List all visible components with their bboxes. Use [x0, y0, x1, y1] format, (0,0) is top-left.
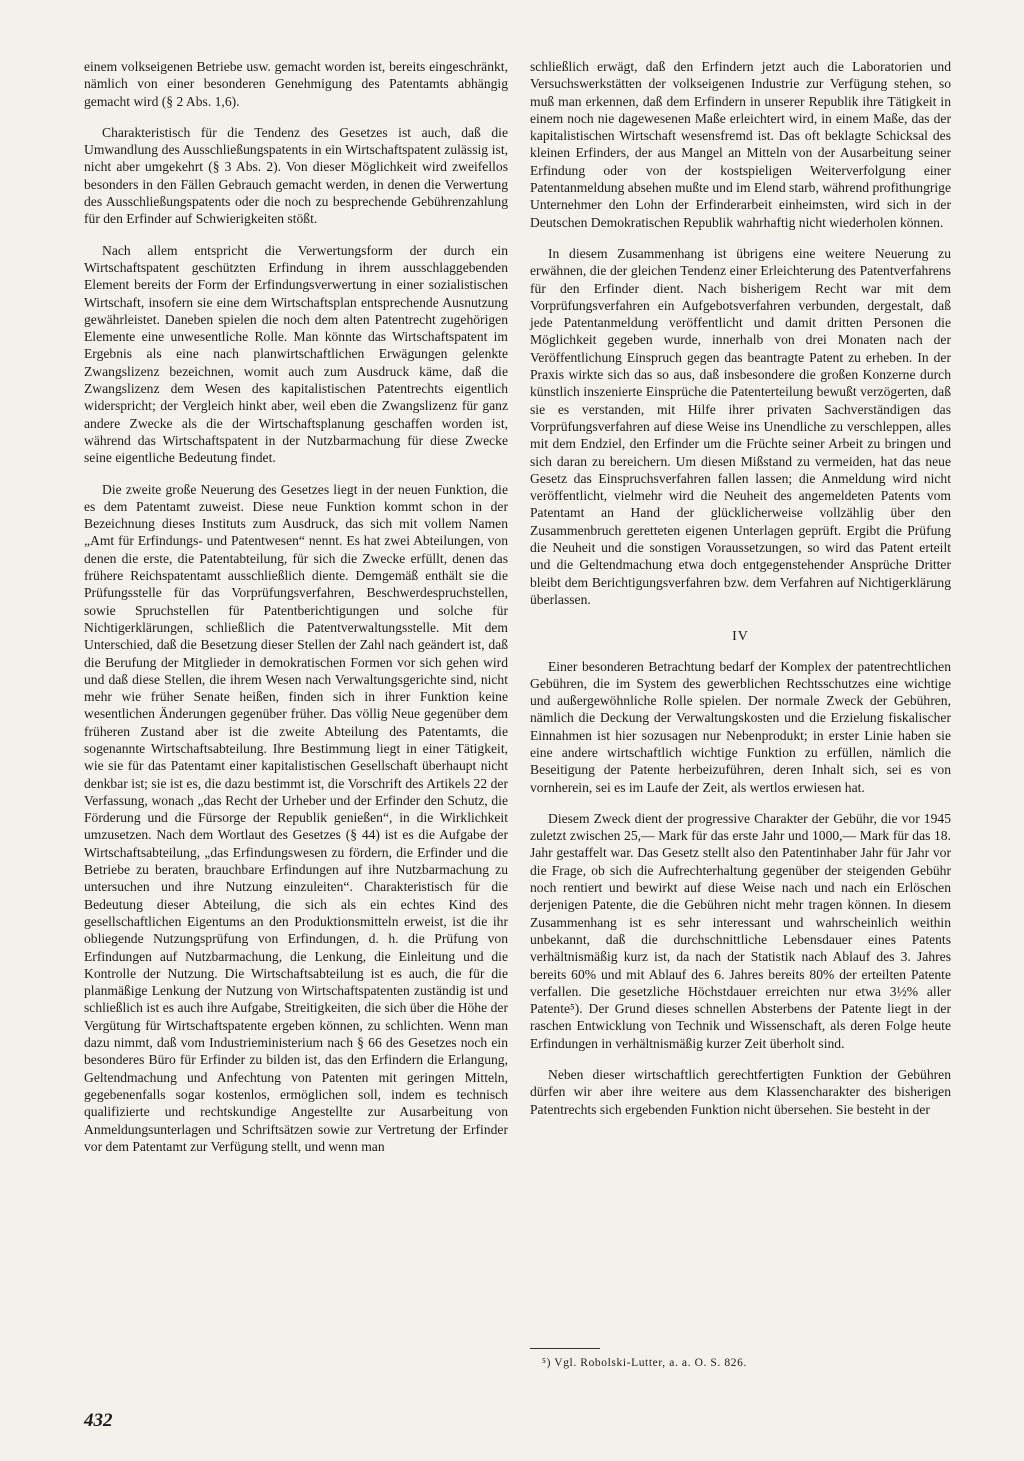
paragraph: schließlich erwägt, daß den Erfindern jetzt auch die Laboratorien und Versuchswerkstätten der volkseigenen Industrie zur Verfügung stehen, so muß man erkennen, daß dem Erfindern in unserer Republik ihre Tätigkeit in einem noch nie dagewesenen Maße erleichtert wird, in einem Maße, das der kapitalistischen Wirtschaft wesensfremd ist. Das oft beklagte Schicksal des kleinen Erfinders, der aus Mangel an Mitteln von der Ausarbeitung seiner Erfindung oder von der kostspieligen Weiterverfolgung einer Patentanmeldung absehen mußte und im Elend starb, während profithungrige Unternehmer den Lohn der Erfinderarbeit einheimsten, wird sich in der Deutschen Demokratischen Republik wahrhaftig nicht wiederholen können. — [530, 59, 951, 230]
paragraph: Die zweite große Neuerung des Gesetzes liegt in der neuen Funktion, die es dem Patentamt zuweist. Diese neue Funktion kommt schon in der Bezeichnung dieses Instituts zum Ausdruck, das sich mit vollem Namen „Amt für Erfindungs- und Patentwesen“ nennt. Es hat zwei Abteilungen, von denen die erste, die Patentabteilung, für sich die Zwecke erfüllt, denen das frühere Reichspatentamt ausschließlich diente. Demgemäß enthält sie die Prüfungsstelle für das Vorprüfungsverfahren, Beschwerdespruchstellen, sowie Spruchstellen für Patentberichtigungen und solche für Nichtigerklärungen, schließlich die Patentverwaltungsstelle. Mit dem Unterschied, daß die Besetzung dieser Stellen der Zahl nach geändert ist, daß die Berufung der Mitglieder in demokratischen Formen vor sich gehen wird und daß diese Stellen, die ihrem Wesen nach Verwaltungsgerichte sind, nicht mehr wie früher Senate heißen, finden sich in ihrer Funktion keine wesentlichen Änderungen gegenüber früher. Das völlig Neue gegenüber dem früheren Zustand aber ist die zweite Abteilung des Patentamts, die sogenannte Wirtschaftsabteilung. Ihre Bestimmung liegt in einer Tätigkeit, wie sie für das Patentamt einer kapitalistischen Gesellschaft überhaupt nicht denkbar ist; sie ist es, die dazu bestimmt ist, die Vorschrift des Artikels 22 der Verfassung, wonach „das Recht der Urheber und der Erfinder den Schutz, die Förderung und die Fürsorge der Republik genießen“, in die Wirklichkeit umzusetzen. Nach dem Wortlaut des Gesetzes (§ 44) ist es die Aufgabe der Wirtschaftsabteilung, „das Erfindungswesen zu fördern, die Erfinder und die Betriebe zu beraten, brauchbare Erfindungen auf ihre Nutzbarmachung zu untersuchen und ihre Nutzung einzuleiten“. Charakteristisch für die Bedeutung dieser Abteilung, die sich als ein echtes Kind des gesellschaftlichen Eigentums an den Produktionsmitteln erweist, ist die ihr obliegende Nutzungsprüfung von Erfindungen, d. h. die Prüfung von Erfindungen auf Nutzbarmachung, die Lenkung, die Einleitung und die Kontrolle der Nutzung. Die Wirtschaftsabteilung ist es auch, die für die planmäßige Lenkung der Nutzung von Wirtschaftspatenten zuständig ist und schließlich ist es auch ihre Aufgabe, Streitigkeiten, die sich über die Höhe der Vergütung für Wirtschaftspatente ergeben können, zu schlichten. Wenn man dazu nimmt, daß vom Industrieministerium nach § 66 des Gesetzes noch ein besonderes Büro für Erfinder zu bilden ist, das den Erfindern die Erlangung, Geltendmachung und Anfechtung von Patenten mit geringen Mitteln, gegebenenfalls sogar kostenlos, ermöglichen soll, indem es technisch qualifizierte und rechtskundige Angestellte zur Ausarbeitung von Anmeldungsunterlagen und Schriftsätzen sowie zur Vertretung der Erfinder vor dem Patentamt zur Verfügung stellt, und wenn man — [84, 481, 508, 1154]
paragraph: Neben dieser wirtschaftlich gerechtfertigten Funktion der Gebühren dürfen wir aber ihre weitere aus dem Klassencharakter des bisherigen Patentrechts sich ergebenden Funktion nicht übersehen. Sie besteht in der — [530, 1067, 951, 1117]
section-heading: IV — [732, 629, 749, 645]
paragraph: Charakteristisch für die Tendenz des Gesetzes ist auch, daß die Umwandlung des Ausschließungspatents in ein Wirtschaftspatent zulässig ist, nicht aber umgekehrt (§ 3 Abs. 2). Von dieser Möglichkeit wird zweifellos besonders in den Fällen Gebrauch gemacht werden, in denen die Verwertung des Ausschließungspatents oder die noch zu besprechende Gebührenzahlung für den Erfinder auf Schwierigkeiten stößt. — [84, 124, 508, 227]
page-number: 432 — [84, 1410, 113, 1431]
paragraph: einem volkseigenen Betriebe usw. gemacht worden ist, bereits eingeschränkt, nämlich von einer besonderen Genehmigung des Patentamts abhängig gemacht wird (§ 2 Abs. 1,6). — [84, 59, 508, 109]
paragraph: Diesem Zweck dient der progressive Charakter der Gebühr, die vor 1945 zuletzt zwischen 25,— Mark für das erste Jahr und 1000,— Mark für das 18. Jahr gestaffelt war. Das Gesetz stellt also den Patentinhaber Jahr für Jahr vor die Frage, ob sich die Aufrechterhaltung gegenüber der steigenden Gebühr noch rentiert und bewirkt auf diese Weise nach und nach ein Erlöschen derjenigen Patente, die die Gebühren nicht mehr tragen können. In diesem Zusammenhang ist es sehr interessant und wahrscheinlich weithin unbekannt, daß die durchschnittliche Lebensdauer eines Patents verhältnismäßig kurz ist, da nach der Statistik nach Ablauf des 3. Jahres bereits 60% und mit Ablauf des 6. Jahres bereits 80% der erteilten Patente verfallen. Die gesetzliche Höchstdauer erreichten nur etwa 3½% aller Patente⁵). Der Grund dieses schnellen Absterbens der Patente liegt in der raschen Entwicklung von Technik und Wissenschaft, als deren Folge heute Erfindungen in verhältnismäßig kurzer Zeit überholt sind. — [530, 810, 951, 1051]
paragraph: In diesem Zusammenhang ist übrigens eine weitere Neuerung zu erwähnen, die der gleichen Tendenz einer Erleichterung des Patentverfahrens für den Erfinder dient. Nach bisherigem Recht war mit dem Vorprüfungsverfahren ein Aufgebotsverfahren verbunden, dergestalt, daß jede Patentanmeldung veröffentlicht und damit dritten Personen die Möglichkeit gegeben wurde, innerhalb von drei Monaten nach der Veröffentlichung Einspruch gegen das beantragte Patent zu erheben. In der Praxis wirkte sich das so aus, daß insbesondere die großen Konzerne durch künstlich inszenierte Einsprüche die Patenterteilung bewußt verzögerten, daß sie es verstanden, mit Hilfe ihrer privaten Sachverständigen das Vorprüfungsverfahren auf diese Weise ins Unendliche zu verschleppen, alles mit dem Endziel, den Erfinder um die Früchte seiner Arbeit zu bringen und sich daran zu bereichern. Um diesen Mißstand zu vermeiden, hat das neue Gesetz das Einspruchsverfahren fallen lassen; die Anmeldung wird nicht veröffentlicht, vielmehr wird die Neuheit des angemeldeten Patents vom Patentamt an Hand der glücklicherweise vollzählig über den Zusammenbruch geretteten eigenen Unterlagen geprüft. Ergibt die Prüfung die Neuheit und die sonstigen Voraussetzungen, so wird das Patent erteilt und die Geltendmachung etwa doch entgegenstehender Ansprüche Dritter bleibt dem Berichtigungsverfahren bzw. dem Verfahren auf Nichtigerklärung überlassen. — [530, 245, 951, 607]
footnote: ⁵) Vgl. Robolski-Lutter, a. a. O. S. 826. — [542, 1357, 747, 1369]
paragraph: Einer besonderen Betrachtung bedarf der Komplex der patentrechtlichen Gebühren, die im System des gewerblichen Rechtsschutzes eine wichtige und außergewöhnliche Rolle spielen. Der normale Zweck der Gebühren, nämlich die Deckung der Verwaltungskosten und die Erzielung fiskalischer Einnahmen ist hier sozusagen nur Nebenprodukt; in erster Linie haben sie eine andere wirtschaftlich wichtige Funktion zu erfüllen, nämlich die Beseitigung der Patente herbeizuführen, deren Inhalt sich, sei es von vornherein, sei es im Laufe der Zeit, als wertlos erwiesen hat. — [530, 658, 951, 795]
paragraph: Nach allem entspricht die Verwertungsform der durch ein Wirtschaftspatent geschützten Erfindung in ihrem ausschlaggebenden Element bereits der Form der Erfindungsverwertung in einer sozialistischen Wirtschaft, insofern sie eine dem Wirtschaftsplan entsprechende Ausnutzung gewährleistet. Daneben spielen die noch dem alten Patentrecht zugehörigen Elemente eine unwesentliche Rolle. Man könnte das Wirtschaftspatent im Ergebnis als eine nach planwirtschaftlichen Erwägungen gelenkte Zwangslizenz bezeichnen, womit auch zum Ausdruck käme, daß die Zwangslizenz dem Wesen des kapitalistischen Patentrechts eigentlich widerspricht; der Vergleich hinkt aber, weil eben die Zwangslizenz für ganz andere Zwecke als die der Wirtschaftsplanung geschaffen worden ist, während das Wirtschaftspatent in der Nutzbarmachung für diese Zwecke seine eigentliche Bedeutung findet. — [84, 242, 508, 466]
right-column — [530, 58, 951, 1118]
left-column — [84, 58, 508, 1155]
footnote-divider — [530, 1348, 600, 1349]
